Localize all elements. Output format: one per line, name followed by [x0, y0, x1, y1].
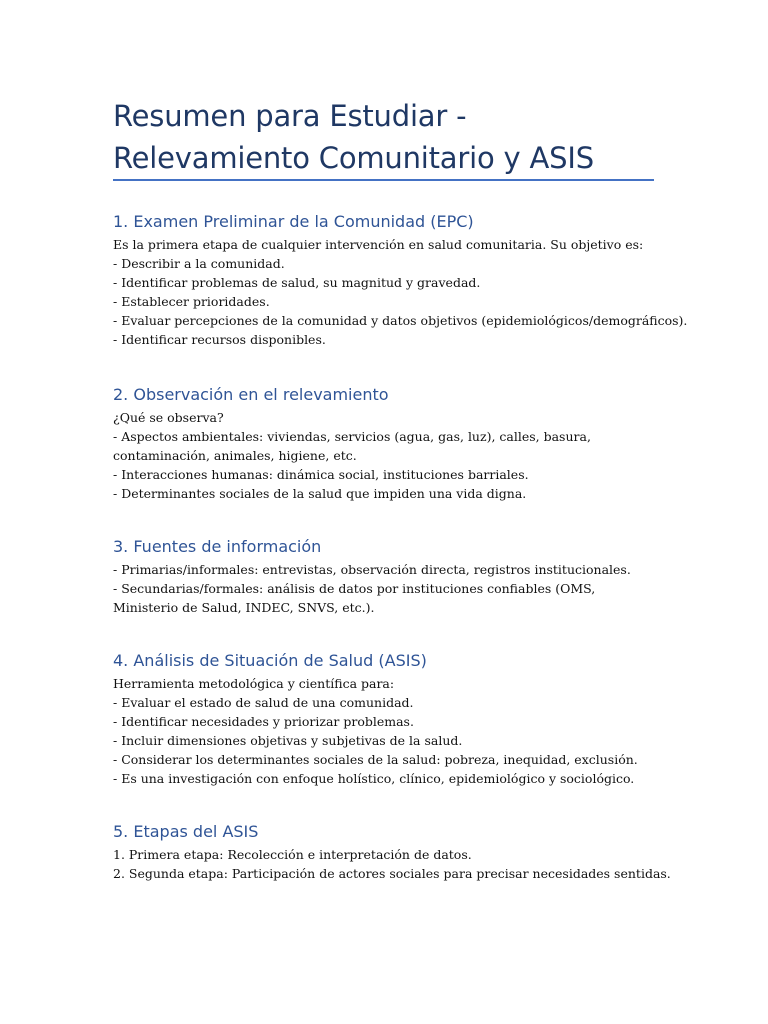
- section-heading: 3. Fuentes de información: [113, 537, 322, 556]
- body-line: - Considerar los determinantes sociales de la salud: pobreza, inequidad, exclusión.: [113, 752, 638, 767]
- body-line: - Identificar recursos disponibles.: [113, 332, 326, 347]
- section-asis: [113, 650, 673, 788]
- body-line: - Incluir dimensiones objetivas y subjetivas de la salud.: [113, 733, 463, 748]
- title-underline: [113, 179, 654, 181]
- section-heading: 4. Análisis de Situación de Salud (ASIS): [113, 651, 427, 670]
- body-line: Herramienta metodológica y científica para:: [113, 676, 395, 691]
- section-etapas: [113, 821, 673, 883]
- body-line: - Determinantes sociales de la salud que impiden una vida digna.: [113, 486, 527, 501]
- body-line: - Primarias/informales: entrevistas, observación directa, registros institucionales.: [113, 562, 631, 577]
- body-line: - Evaluar percepciones de la comunidad y datos objetivos (epidemiológicos/demográficos).: [113, 313, 688, 328]
- body-line: - Secundarias/formales: análisis de datos por instituciones confiables (OMS, Ministerio de Salud, INDEC, SNVS, etc.).: [113, 581, 596, 615]
- body-line: ¿Qué se observa?: [113, 410, 224, 425]
- body-line: 2. Segunda etapa: Participación de actores sociales para precisar necesidades sentidas.: [113, 866, 671, 881]
- section-fuentes: [113, 536, 673, 617]
- body-line: - Es una investigación con enfoque holístico, clínico, epidemiológico y sociológico.: [113, 771, 635, 786]
- body-line: - Identificar necesidades y priorizar problemas.: [113, 714, 414, 729]
- body-line: - Aspectos ambientales: viviendas, servicios (agua, gas, luz), calles, basura, contaminación, animales, higiene, etc.: [113, 429, 591, 463]
- section-heading: 5. Etapas del ASIS: [113, 822, 259, 841]
- section-observacion: [113, 384, 673, 503]
- body-line: Es la primera etapa de cualquier intervención en salud comunitaria. Su objetivo es:: [113, 237, 644, 252]
- section-heading: 2. Observación en el relevamiento: [113, 385, 389, 404]
- body-line: 1. Primera etapa: Recolección e interpretación de datos.: [113, 847, 472, 862]
- body-line: - Describir a la comunidad.: [113, 256, 285, 271]
- body-line: - Identificar problemas de salud, su magnitud y gravedad.: [113, 275, 481, 290]
- body-line: - Establecer prioridades.: [113, 294, 270, 309]
- section-heading: 1. Examen Preliminar de la Comunidad (EPC): [113, 212, 474, 231]
- body-line: - Evaluar el estado de salud de una comunidad.: [113, 695, 414, 710]
- document-title: Resumen para Estudiar - Relevamiento Comunitario y ASIS: [113, 99, 594, 175]
- section-epc: [113, 211, 688, 349]
- body-line: - Interacciones humanas: dinámica social, instituciones barriales.: [113, 467, 529, 482]
